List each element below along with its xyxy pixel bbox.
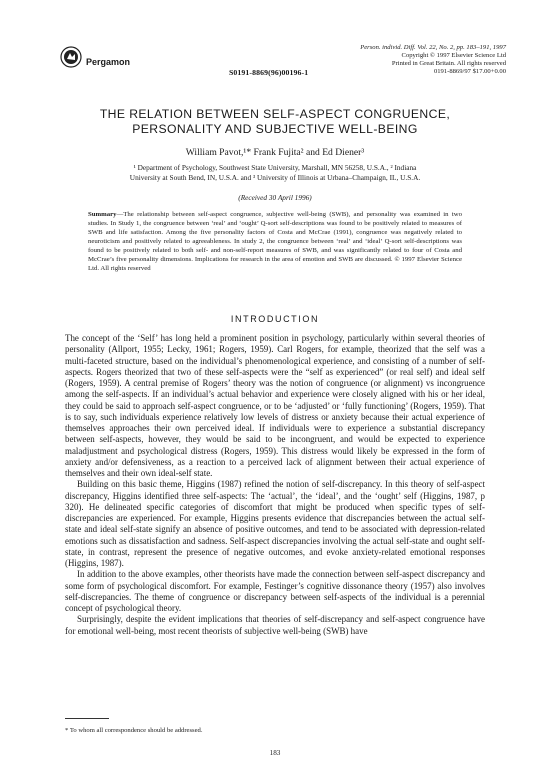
summary-label: Summary (88, 211, 117, 218)
article-identifier: S0191-8869(96)00196-1 (229, 68, 309, 77)
copyright-line: Copyright © 1997 Elsevier Science Ltd (401, 52, 506, 59)
summary-text: —The relationship between self-aspect congruence, subjective well-being (SWB), and personality was examined in two studies. In Study 1, the congruence between ‘real’ and ‘ought’ Q-sort self-descriptions was found to be positively related to measures of SWB and life satisfaction. Among the five personality factors of Costa and McCrae (1991), congruence was negatively related to neuroticism and positively related to agreeableness. In study 2, the congruence between ‘real’ and ‘ideal’ Q-sort self-descriptions was found to be positively related to both self- and non-self-report measures of SWB, and was significantly related to four of Costa and McCrae’s five personality dimensions. Implications for research in the area of emotion and SWB are discussed. © 1997 Elsevier Science Ltd. All rights reserved (88, 211, 462, 272)
author-list: William Pavot,¹* Frank Fujita² and Ed Diener³ (185, 147, 365, 158)
price-line: 0191-8869/97 $17.00+0.00 (433, 68, 506, 75)
journal-header (360, 44, 506, 76)
title-line-1: THE RELATION BETWEEN SELF-ASPECT CONGRUENCE, (99, 107, 451, 121)
affiliation-line-1: ¹ Department of Psychology, Southwest State University, Marshall, MN 56258, U.S.A., ² Indiana (133, 163, 417, 172)
journal-citation: Person. individ. Diff. Vol. 22, No. 2, pp. 183–191, 1997 (360, 44, 506, 51)
affiliations (60, 163, 490, 183)
paragraph: Building on this basic theme, Higgins (1987) refined the notion of self-discrepancy. In this theory of self-aspect discrepancy, Higgins identified three self-aspects: The ‘actual’, the ‘ideal’, and the ‘ought’ self (Higgins, 1987, p 320). He delineated specific categories of discomfort that might be produced when specific types of self-discrepancies are experienced. For example, Higgins presents evidence that discrepancies between the actual self-state and ideal self-state signify an absence of positive outcomes, and tend to be associated with depression-related emotions such as dissatisfaction and sadness. Self-aspect discrepancies involving the actual self-state and ought self-state, in contrast, represent the presence of negative outcomes, and evoke anxiety-related emotional responses (Higgins, 1987). (65, 479, 485, 568)
page-number: 183 (269, 749, 281, 757)
footnote: * To whom all correspondence should be addressed. (65, 727, 203, 734)
paragraph: In addition to the above examples, other theorists have made the connection between self-aspect discrepancy and some form of psychological discomfort. For example, Festinger’s cognitive dissonance theory (1957) also involves self-discrepancies. The theme of congruence or discrepancy between self-aspects of the individual is a perennial concept of psychological theory. (65, 569, 485, 613)
abstract (88, 211, 462, 274)
affiliation-line-2: University at South Bend, IN, U.S.A. and ³ University of Illinois at Urbana–Champaign, IL, U.S.A. (129, 173, 421, 182)
paragraph: The concept of the ‘Self’ has long held a prominent position in psychology, particularly within several theories of personality (Allport, 1955; Lecky, 1961; Rogers, 1959). Carl Rogers, for example, theorized that the self was a multi-faceted structure, based on the individual’s phenomenological experience, and consisting of a number of self-aspects. Rogers theorized that two of these self-aspects were the “self as experienced” (or real self) and ideal self (Rogers, 1959). A central premise of Rogers’ theory was the notion of congruence (or alignment) vs incongruence among the self-aspects. If an individual’s actual behavior and experience were closely aligned with his or her ideal, they could be said to approach self-aspect congruence, or to be ‘adjusted’ or ‘fully functioning’ (Rogers, 1959). That is to say, such individuals experience relatively low levels of distress or anxiety because their actual experience of themselves approaches their own perceived ideal. If individuals were to experience a substantial discrepancy between self-aspects, however, they would be said to be incongruent, and would be expected to experience maladjustment and psychological distress (Rogers, 1959). This distress would likely be expressed in the form of anxiety and/or defensiveness, as a reaction to a perceived lack of alignment between their actual experience of themselves and their own ideal-self state. (65, 333, 485, 478)
article-title (60, 107, 490, 137)
publisher-name: Pergamon (86, 57, 131, 67)
pergamon-logo-icon (60, 46, 82, 68)
printed-line: Printed in Great Britain. All rights reserved (391, 60, 506, 67)
received-date: (Received 30 April 1996) (238, 193, 312, 202)
title-line-2: PERSONALITY AND SUBJECTIVE WELL-BEING (132, 122, 418, 136)
body-text (65, 333, 485, 637)
paragraph: Surprisingly, despite the evident implications that theories of self-discrepancy and self-aspect congruence have for emotional well-being, most recent theorists of subjective well-being (SWB) have (65, 614, 485, 636)
section-heading: INTRODUCTION (230, 314, 320, 324)
footnote-divider (65, 718, 109, 719)
